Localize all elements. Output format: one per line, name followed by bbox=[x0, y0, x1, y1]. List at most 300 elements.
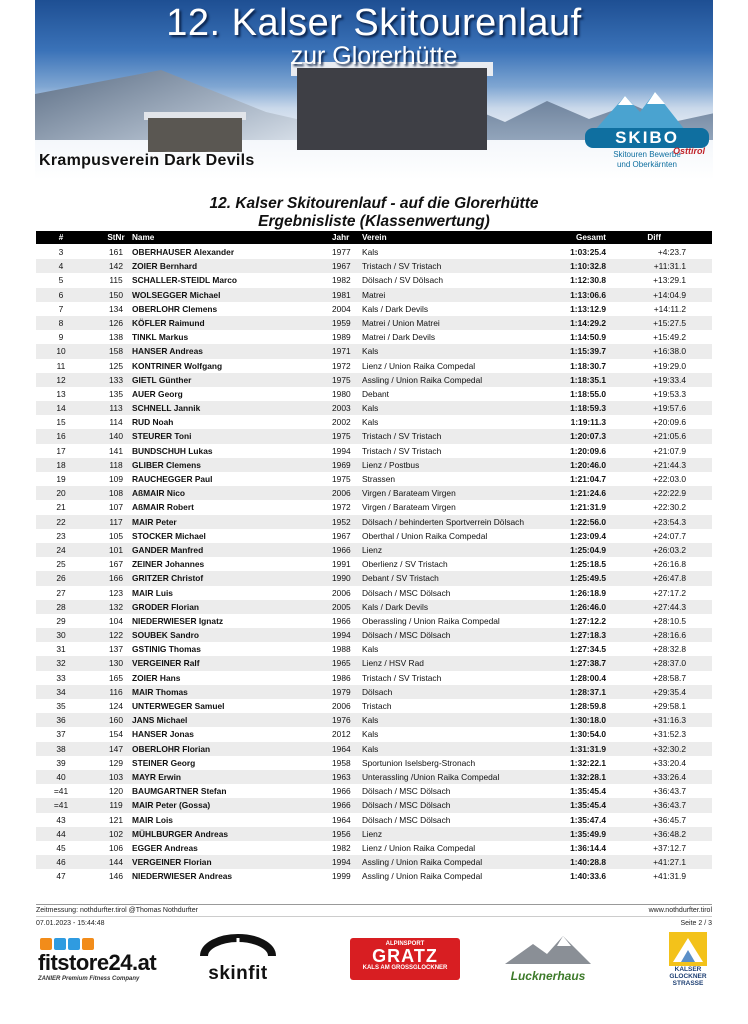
table-row bbox=[36, 245, 712, 259]
cell-name: ZOIER Hans bbox=[132, 672, 181, 683]
cell-name: MAIR Thomas bbox=[132, 686, 188, 697]
lucknerhaus-logo bbox=[503, 934, 593, 983]
cell-stnr: 130 bbox=[109, 658, 123, 669]
kals-line-2: GLOCKNER bbox=[669, 973, 707, 980]
table-row bbox=[36, 642, 712, 656]
kalser-glocknerstrasse-logo bbox=[664, 932, 712, 987]
cell-jahr: 2004 bbox=[332, 303, 351, 314]
cell-stnr: 129 bbox=[109, 757, 123, 768]
col-verein: Verein bbox=[362, 232, 387, 242]
cell-stnr: 138 bbox=[109, 332, 123, 343]
cell-diff: +29:58.1 bbox=[653, 701, 686, 711]
cell-rank: 19 bbox=[56, 474, 66, 484]
lucknerhaus-wordmark: Lucknerhaus bbox=[510, 969, 586, 983]
table-row bbox=[36, 486, 712, 500]
cell-verein: Kals bbox=[362, 743, 379, 754]
cell-rank: 7 bbox=[58, 303, 64, 314]
cell-verein: Lienz / HSV Rad bbox=[362, 658, 424, 669]
cell-gesamt: 1:35:49.9 bbox=[570, 828, 606, 839]
cell-jahr: 2006 bbox=[332, 587, 351, 598]
table-row bbox=[36, 685, 712, 699]
mountain-logo-icon bbox=[585, 90, 709, 130]
cell-jahr: 1952 bbox=[332, 516, 351, 527]
cell-rank: 17 bbox=[56, 445, 66, 456]
cell-verein: Dölsach bbox=[362, 686, 393, 697]
cell-jahr: 1966 bbox=[332, 544, 351, 555]
table-row bbox=[36, 699, 712, 713]
timing-url[interactable]: www.nothdurfter.tirol bbox=[648, 907, 712, 914]
cell-verein: Kals / Dark Devils bbox=[362, 601, 429, 612]
skibo-script: Osttirol bbox=[672, 146, 705, 156]
cell-stnr: 137 bbox=[109, 644, 123, 655]
cell-rank: 6 bbox=[58, 289, 64, 300]
cell-verein: Kals bbox=[362, 247, 379, 257]
table-row bbox=[36, 756, 712, 770]
cell-stnr: 122 bbox=[109, 630, 123, 641]
cell-diff: +36:48.2 bbox=[653, 828, 686, 839]
cell-jahr: 1972 bbox=[332, 502, 351, 513]
cell-gesamt: 1:32:22.1 bbox=[570, 757, 606, 768]
cell-gesamt: 1:03:25.4 bbox=[570, 247, 606, 257]
cell-rank: 12 bbox=[56, 374, 66, 385]
table-row bbox=[36, 444, 712, 458]
cell-stnr: 116 bbox=[109, 686, 123, 697]
cell-rank: 23 bbox=[56, 530, 66, 541]
cell-diff: +20:09.6 bbox=[653, 417, 686, 428]
cell-jahr: 1976 bbox=[332, 715, 351, 726]
cell-gesamt: 1:18:55.0 bbox=[570, 388, 606, 399]
cell-stnr: 115 bbox=[109, 275, 123, 286]
table-row bbox=[36, 330, 712, 344]
cell-jahr: 1975 bbox=[332, 474, 351, 484]
banner-subtitle: zur Glorerhütte bbox=[290, 42, 458, 70]
cell-verein: Tristach / SV Tristach bbox=[362, 431, 442, 442]
cell-verein: Kals bbox=[362, 346, 379, 357]
cell-gesamt: 1:20:07.3 bbox=[570, 431, 606, 442]
cell-stnr: 140 bbox=[109, 431, 123, 442]
cell-diff: +14:04.9 bbox=[653, 289, 686, 300]
cell-name: MAYR Erwin bbox=[132, 771, 182, 782]
club-name: Krampusverein Dark Devils bbox=[39, 152, 255, 169]
skibo-wordmark: SKIBO bbox=[585, 128, 709, 148]
document-subtitle: Ergebnisliste (Klassenwertung) bbox=[258, 213, 490, 230]
cell-stnr: 117 bbox=[109, 516, 123, 527]
kals-line-3: STRASSE bbox=[672, 980, 704, 987]
gratz-top: ALPINSPORT bbox=[385, 941, 425, 947]
cell-jahr: 1990 bbox=[332, 573, 351, 584]
cell-gesamt: 1:19:11.3 bbox=[570, 417, 606, 428]
cell-verein: Assling / Union Raika Compedal bbox=[362, 871, 483, 882]
cell-jahr: 1979 bbox=[332, 686, 351, 697]
table-row bbox=[36, 288, 712, 302]
cell-name: KÖFLER Raimund bbox=[132, 317, 205, 328]
cell-stnr: 120 bbox=[109, 786, 123, 797]
cell-diff: +36:45.7 bbox=[653, 814, 686, 825]
table-row bbox=[36, 273, 712, 287]
cell-diff: +21:07.9 bbox=[653, 445, 686, 456]
table-row bbox=[36, 458, 712, 472]
cell-jahr: 1977 bbox=[332, 247, 351, 257]
cell-name: GRITZER Christof bbox=[132, 573, 204, 584]
cell-jahr: 1966 bbox=[332, 786, 351, 797]
table-row bbox=[36, 614, 712, 628]
cell-stnr: 167 bbox=[109, 559, 123, 570]
cell-rank: 34 bbox=[56, 686, 66, 697]
cell-name: AßMAIR Nico bbox=[132, 488, 186, 499]
cell-gesamt: 1:14:50.9 bbox=[570, 332, 606, 343]
cell-jahr: 1972 bbox=[332, 360, 351, 371]
cell-verein: Dölsach / behinderten Sportverrein Dölsach bbox=[362, 516, 525, 527]
cell-stnr: 135 bbox=[109, 388, 123, 399]
table-row bbox=[36, 515, 712, 529]
table-row bbox=[36, 302, 712, 316]
cell-rank: 10 bbox=[56, 346, 66, 357]
bike-icon bbox=[40, 938, 52, 950]
cell-diff: +21:05.6 bbox=[653, 431, 686, 442]
cell-name: UNTERWEGER Samuel bbox=[132, 701, 225, 711]
cell-verein: Kals bbox=[362, 715, 379, 726]
cell-jahr: 2006 bbox=[332, 701, 351, 711]
cell-jahr: 1991 bbox=[332, 559, 351, 570]
cell-diff: +22:03.0 bbox=[653, 474, 686, 484]
table-row bbox=[36, 359, 712, 373]
cell-jahr: 1959 bbox=[332, 317, 351, 328]
cell-rank: 30 bbox=[56, 630, 66, 641]
cell-rank: 3 bbox=[58, 247, 64, 257]
cell-gesamt: 1:21:04.7 bbox=[570, 474, 606, 484]
page-number: Seite 2 / 3 bbox=[680, 920, 712, 927]
cell-verein: Strassen bbox=[362, 474, 396, 484]
cell-name: WOLSEGGER Michael bbox=[132, 289, 221, 300]
cell-name: KONTRINER Wolfgang bbox=[132, 360, 223, 371]
cell-verein: Matrei / Union Matrei bbox=[362, 317, 440, 328]
table-row bbox=[36, 373, 712, 387]
cell-name: RUD Noah bbox=[132, 417, 174, 428]
cell-name: NIEDERWIESER Andreas bbox=[132, 871, 233, 882]
cell-diff: +33:26.4 bbox=[653, 771, 686, 782]
cell-diff: +24:07.7 bbox=[653, 530, 686, 541]
cell-gesamt: 1:36:14.4 bbox=[570, 842, 606, 853]
cell-rank: 13 bbox=[56, 388, 66, 399]
table-row bbox=[36, 713, 712, 727]
cell-name: RAUCHEGGER Paul bbox=[132, 474, 213, 484]
cell-stnr: 118 bbox=[109, 459, 123, 470]
results-table-body bbox=[36, 245, 712, 883]
cell-stnr: 126 bbox=[109, 317, 123, 328]
col-jahr: Jahr bbox=[332, 232, 350, 242]
cell-name: GANDER Manfred bbox=[132, 544, 204, 555]
cell-gesamt: 1:26:46.0 bbox=[570, 601, 606, 612]
cell-gesamt: 1:27:12.2 bbox=[570, 615, 606, 626]
table-row bbox=[36, 841, 712, 855]
cell-gesamt: 1:40:33.6 bbox=[570, 871, 606, 882]
table-row bbox=[36, 869, 712, 883]
cell-stnr: 107 bbox=[109, 502, 123, 513]
cell-stnr: 158 bbox=[109, 346, 123, 357]
kals-crest-icon bbox=[669, 932, 707, 966]
col-diff: Diff bbox=[647, 232, 661, 242]
cell-name: HANSER Jonas bbox=[132, 729, 194, 740]
cell-jahr: 1964 bbox=[332, 814, 351, 825]
cell-rank: 4 bbox=[58, 261, 64, 272]
cell-diff: +23:54.3 bbox=[653, 516, 686, 527]
cell-stnr: 106 bbox=[109, 842, 123, 853]
cell-gesamt: 1:21:31.9 bbox=[570, 502, 606, 513]
cell-gesamt: 1:10:32.8 bbox=[570, 261, 606, 272]
cell-gesamt: 1:12:30.8 bbox=[570, 275, 606, 286]
cell-jahr: 1965 bbox=[332, 658, 351, 669]
cell-jahr: 1971 bbox=[332, 346, 351, 357]
cell-name: JANS Michael bbox=[132, 715, 188, 726]
cell-diff: +22:30.2 bbox=[653, 502, 686, 513]
results-table-header bbox=[36, 231, 712, 244]
cell-rank: 47 bbox=[56, 871, 66, 882]
table-row bbox=[36, 671, 712, 685]
cell-rank: =41 bbox=[53, 800, 69, 811]
table-row bbox=[36, 855, 712, 869]
cell-diff: +21:44.3 bbox=[653, 459, 686, 470]
cell-gesamt: 1:28:37.1 bbox=[570, 686, 606, 697]
gratz-wordmark: GRATZ bbox=[372, 946, 438, 966]
cell-gesamt: 1:18:30.7 bbox=[570, 360, 606, 371]
cell-name: OBERLOHR Florian bbox=[132, 743, 211, 754]
cell-verein: Lienz / Union Raika Compedal bbox=[362, 842, 476, 853]
cell-rank: 40 bbox=[56, 771, 66, 782]
cell-gesamt: 1:20:46.0 bbox=[570, 459, 606, 470]
cell-verein: Kals bbox=[362, 417, 379, 428]
cell-stnr: 133 bbox=[109, 374, 123, 385]
cell-stnr: 150 bbox=[109, 289, 123, 300]
cell-diff: +28:32.8 bbox=[653, 644, 686, 655]
table-row bbox=[36, 827, 712, 841]
cell-name: BUNDSCHUH Lukas bbox=[132, 445, 213, 456]
fitness-icon bbox=[82, 938, 94, 950]
cell-verein: Matrei bbox=[362, 289, 386, 300]
banner-title: 12. Kalser Skitourenlauf bbox=[166, 2, 582, 44]
skibo-tagline-1: Skitouren Bewerbe bbox=[613, 150, 681, 159]
cell-jahr: 2012 bbox=[332, 729, 351, 740]
cell-rank: 45 bbox=[56, 842, 66, 853]
cell-gesamt: 1:25:04.9 bbox=[570, 544, 606, 555]
cell-jahr: 1999 bbox=[332, 871, 351, 882]
table-row bbox=[36, 316, 712, 330]
cell-diff: +31:52.3 bbox=[653, 729, 686, 740]
cell-rank: =41 bbox=[53, 786, 69, 797]
cell-verein: Assling / Union Raika Compedal bbox=[362, 857, 483, 868]
table-row bbox=[36, 770, 712, 784]
cell-name: MAIR Peter (Gossa) bbox=[132, 800, 211, 811]
cell-stnr: 124 bbox=[109, 701, 123, 711]
cell-jahr: 1966 bbox=[332, 615, 351, 626]
kals-line-1: KALSER bbox=[674, 966, 702, 973]
cell-verein: Dölsach / MSC Dölsach bbox=[362, 800, 451, 811]
table-row bbox=[36, 600, 712, 614]
cell-stnr: 109 bbox=[109, 474, 123, 484]
cell-gesamt: 1:23:09.4 bbox=[570, 530, 606, 541]
cell-rank: 46 bbox=[56, 857, 66, 868]
cell-gesamt: 1:27:18.3 bbox=[570, 630, 606, 641]
cell-jahr: 1975 bbox=[332, 431, 351, 442]
cell-gesamt: 1:25:18.5 bbox=[570, 559, 606, 570]
cell-diff: +4:23.7 bbox=[657, 247, 686, 257]
cell-rank: 22 bbox=[56, 516, 66, 527]
footer-divider-2 bbox=[36, 916, 712, 917]
cell-stnr: 114 bbox=[109, 417, 123, 428]
cell-stnr: 132 bbox=[109, 601, 123, 612]
print-timestamp: 07.01.2023 - 15:44:48 bbox=[36, 920, 105, 927]
cell-diff: +16:38.0 bbox=[653, 346, 686, 357]
cell-verein: Unterassling /Union Raika Compedal bbox=[362, 771, 500, 782]
cell-diff: +41:31.9 bbox=[653, 871, 686, 882]
cell-diff: +11:31.1 bbox=[653, 261, 686, 272]
cell-diff: +15:27.5 bbox=[653, 317, 686, 328]
cell-diff: +27:17.2 bbox=[653, 587, 686, 598]
cell-rank: 18 bbox=[56, 459, 66, 470]
cell-verein: Virgen / Barateam Virgen bbox=[362, 488, 456, 499]
cell-gesamt: 1:27:34.5 bbox=[570, 644, 606, 655]
cell-jahr: 1963 bbox=[332, 771, 351, 782]
cell-jahr: 1982 bbox=[332, 842, 351, 853]
cell-rank: 21 bbox=[56, 502, 66, 513]
cell-name: ZEINER Johannes bbox=[132, 559, 205, 570]
cell-name: GSTINIG Thomas bbox=[132, 644, 201, 655]
cell-gesamt: 1:35:45.4 bbox=[570, 800, 606, 811]
cell-diff: +28:10.5 bbox=[653, 615, 686, 626]
cell-stnr: 146 bbox=[109, 871, 123, 882]
cell-diff: +31:16.3 bbox=[653, 715, 686, 726]
document-title: 12. Kalser Skitourenlauf - auf die Glorerhütte bbox=[209, 195, 539, 212]
cell-verein: Debant bbox=[362, 388, 390, 399]
cell-jahr: 1980 bbox=[332, 388, 351, 399]
cell-gesamt: 1:13:06.6 bbox=[570, 289, 606, 300]
cell-verein: Dölsach / MSC Dölsach bbox=[362, 587, 451, 598]
skibo-logo bbox=[585, 90, 709, 174]
cell-rank: 27 bbox=[56, 587, 66, 598]
cell-diff: +15:49.2 bbox=[653, 332, 686, 343]
cell-rank: 25 bbox=[56, 559, 66, 570]
cell-diff: +19:33.4 bbox=[653, 374, 686, 385]
cell-rank: 9 bbox=[58, 332, 64, 343]
cell-rank: 26 bbox=[56, 573, 66, 584]
fitstore-wordmark: fitstore24.at bbox=[38, 950, 157, 975]
cell-name: AßMAIR Robert bbox=[132, 502, 194, 513]
cell-name: MÜHLBURGER Andreas bbox=[132, 828, 229, 839]
table-row bbox=[36, 628, 712, 642]
cell-name: GRODER Florian bbox=[132, 601, 200, 612]
cell-stnr: 105 bbox=[109, 530, 123, 541]
cell-stnr: 166 bbox=[109, 573, 123, 584]
cell-stnr: 141 bbox=[109, 445, 123, 456]
cell-jahr: 1982 bbox=[332, 275, 351, 286]
fitstore-tagline: ZANIER Premium Fitness Company bbox=[38, 976, 140, 982]
cell-gesamt: 1:35:47.4 bbox=[570, 814, 606, 825]
cell-name: TINKL Markus bbox=[132, 332, 189, 343]
glockner-peak-icon bbox=[503, 934, 593, 964]
table-row bbox=[36, 401, 712, 415]
cell-verein: Sportunion Iselsberg-Stronach bbox=[362, 757, 476, 768]
cell-jahr: 2006 bbox=[332, 488, 351, 499]
run-icon bbox=[68, 938, 80, 950]
cell-diff: +13:29.1 bbox=[653, 275, 686, 286]
shed bbox=[148, 118, 242, 152]
cell-jahr: 1981 bbox=[332, 289, 351, 300]
cell-gesamt: 1:21:24.6 bbox=[570, 488, 606, 499]
cell-gesamt: 1:40:28.8 bbox=[570, 857, 606, 868]
cell-jahr: 2003 bbox=[332, 403, 351, 414]
cell-verein: Dölsach / MSC Dölsach bbox=[362, 814, 451, 825]
cell-verein: Assling / Union Raika Compedal bbox=[362, 374, 483, 385]
cell-name: HANSER Andreas bbox=[132, 346, 203, 357]
cell-stnr: 160 bbox=[109, 715, 123, 726]
cell-gesamt: 1:28:59.8 bbox=[570, 701, 606, 711]
cell-rank: 31 bbox=[56, 644, 66, 655]
cell-verein: Virgen / Barateam Virgen bbox=[362, 502, 456, 513]
cell-rank: 33 bbox=[56, 672, 66, 683]
cell-stnr: 121 bbox=[109, 814, 123, 825]
cell-rank: 20 bbox=[56, 488, 66, 499]
cell-name: STEINER Georg bbox=[132, 757, 196, 768]
cell-gesamt: 1:13:12.9 bbox=[570, 303, 606, 314]
cell-name: NIEDERWIESER Ignatz bbox=[132, 615, 224, 626]
cell-stnr: 104 bbox=[109, 615, 123, 626]
cell-name: GLIBER Clemens bbox=[132, 459, 201, 470]
cell-name: STEURER Toni bbox=[132, 431, 192, 442]
col-name: Name bbox=[132, 232, 155, 242]
cell-name: VERGEINER Ralf bbox=[132, 658, 200, 669]
table-row bbox=[36, 415, 712, 429]
cell-stnr: 125 bbox=[109, 360, 123, 371]
cell-stnr: 113 bbox=[109, 403, 123, 414]
cell-name: EGGER Andreas bbox=[132, 842, 198, 853]
cell-rank: 16 bbox=[56, 431, 66, 442]
cell-stnr: 161 bbox=[109, 247, 123, 257]
cell-rank: 5 bbox=[58, 275, 64, 286]
cell-jahr: 2005 bbox=[332, 601, 351, 612]
cell-gesamt: 1:30:18.0 bbox=[570, 715, 606, 726]
cell-verein: Dölsach / SV Dölsach bbox=[362, 275, 443, 286]
cell-jahr: 1967 bbox=[332, 530, 351, 541]
cell-jahr: 1956 bbox=[332, 828, 351, 839]
cell-rank: 8 bbox=[58, 317, 64, 328]
cell-name: OBERHAUSER Alexander bbox=[132, 247, 235, 257]
cell-gesamt: 1:35:45.4 bbox=[570, 786, 606, 797]
cell-rank: 44 bbox=[56, 828, 66, 839]
table-row bbox=[36, 259, 712, 273]
cell-verein: Dölsach / MSC Dölsach bbox=[362, 630, 451, 641]
cell-verein: Kals / Dark Devils bbox=[362, 303, 429, 314]
cell-rank: 14 bbox=[56, 403, 66, 414]
table-row bbox=[36, 798, 712, 812]
cell-rank: 35 bbox=[56, 701, 66, 711]
fitstore-logo bbox=[38, 938, 156, 982]
cell-rank: 38 bbox=[56, 743, 66, 754]
skinfit-arc-icon bbox=[196, 934, 280, 958]
table-row bbox=[36, 571, 712, 585]
cell-stnr: 102 bbox=[109, 828, 123, 839]
cell-gesamt: 1:20:09.6 bbox=[570, 445, 606, 456]
cell-diff: +29:35.4 bbox=[653, 686, 686, 697]
fitstore-icons bbox=[40, 938, 156, 950]
cell-stnr: 103 bbox=[109, 771, 123, 782]
cell-name: VERGEINER Florian bbox=[132, 857, 212, 868]
event-banner bbox=[35, 0, 713, 180]
cell-diff: +36:43.7 bbox=[653, 800, 686, 811]
cell-stnr: 101 bbox=[109, 544, 123, 555]
cell-gesamt: 1:27:38.7 bbox=[570, 658, 606, 669]
table-row bbox=[36, 656, 712, 670]
table-row bbox=[36, 543, 712, 557]
cell-rank: 24 bbox=[56, 544, 66, 555]
